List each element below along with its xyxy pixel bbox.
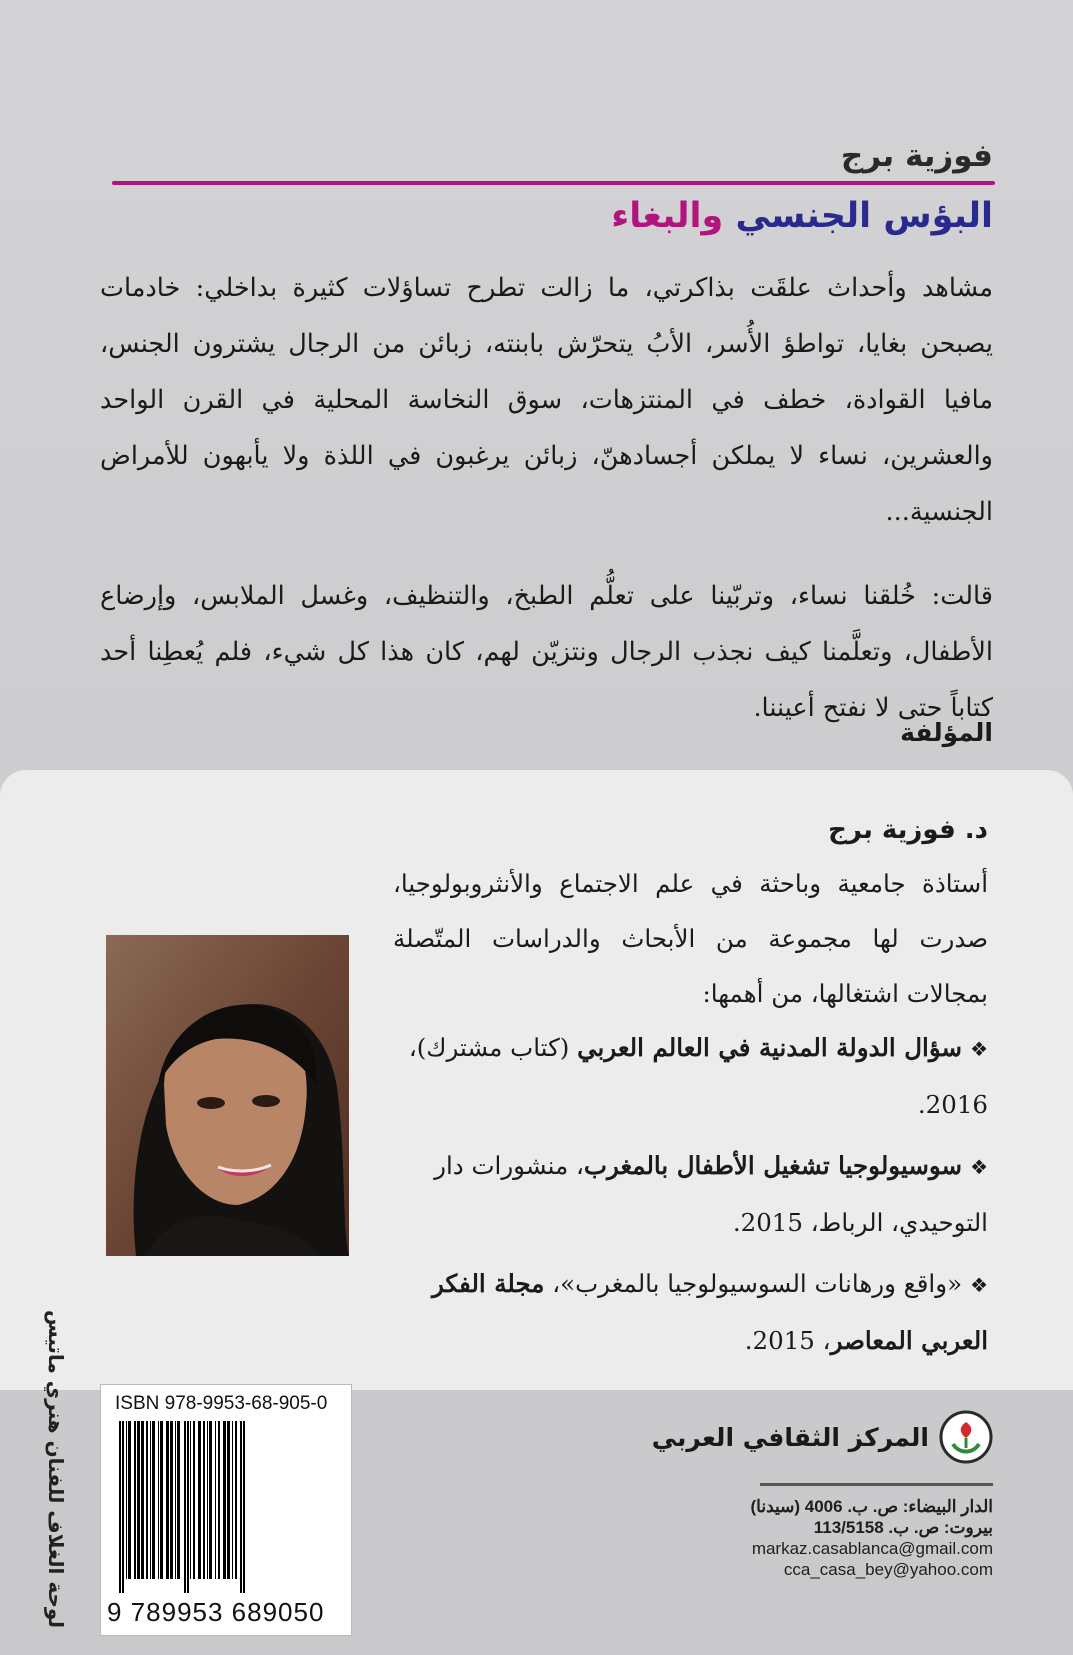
work-details: (كتاب مشترك)، 2016. [408, 1033, 988, 1119]
barcode-bar [227, 1421, 230, 1579]
diamond-bullet-icon: ❖ [970, 1037, 988, 1061]
address-beirut: بيروت: ص. ب. 113/5158 [813, 1518, 993, 1537]
barcode-bar [122, 1421, 124, 1593]
author-photo [106, 935, 349, 1256]
address-casablanca: الدار البيضاء: ص. ب. 4006 (سيدنا) [750, 1497, 993, 1516]
barcode-bar [166, 1421, 169, 1579]
barcode-bar [170, 1421, 173, 1579]
publisher-name: المركز الثقافي العربي [651, 1422, 929, 1452]
barcode-bar [126, 1421, 127, 1579]
barcode-bar [150, 1421, 151, 1579]
blurb-text-1: مشاهد وأحداث علقَت بذاكرتي، ما زالت تطرح تساؤلات كثيرة بداخلي: خادمات يصبحن بغايا، تواطؤ الأُسر، الأبُ يتحرّش بابنته، زبائن من الرجال يشترون الجنس، مافيا القوادة، خطف في المنتزهات، سوق النخاسة المحلية في القرن الواحد والعشرين، نساء لا يملكن أجسادهنّ، زبائن يرغبون في اللذة ولا يأبهون للأمراض الجنسية... [100, 273, 993, 527]
barcode-bar [193, 1421, 195, 1579]
barcode-bar [209, 1421, 212, 1579]
barcode-bar [152, 1421, 155, 1579]
author-photo-illustration [106, 935, 349, 1256]
barcode-bar [207, 1421, 208, 1579]
barcode-bar [141, 1421, 144, 1579]
work-details: ، 2015. [744, 1326, 831, 1355]
list-item [378, 1256, 988, 1368]
book-title-part1: البؤس الجنسي [735, 196, 993, 236]
blurb-paragraph-1 [100, 260, 993, 540]
barcode-bar [235, 1421, 237, 1579]
blurb-text-2: قالت: خُلقنا نساء، وتربّينا على تعلُّم الطبخ، والتنظيف، وغسل الملابس، وإرضاع الأطفال، وتعلَّمنا كيف نجذب الرجال ونتزيّن لهم، كان هذا كل شيء، فلم يُعطِنا أحد كتاباً حتى لا نفتح أعيننا. [100, 581, 993, 723]
book-title-part2: والبغاء [611, 196, 724, 236]
bio-works-list [378, 1020, 988, 1374]
header-divider [112, 181, 995, 185]
isbn-label: ISBN 978-9953-68-905-0 [115, 1393, 328, 1414]
blurb-paragraph-2 [100, 568, 993, 736]
email-yahoo: cca_casa_bey@yahoo.com [783, 1560, 993, 1579]
publisher-logo-icon [939, 1410, 993, 1464]
email-casablanca: markaz.casablanca@gmail.com [751, 1539, 993, 1558]
book-title [611, 196, 993, 236]
barcode-digits: 9 789953 689050 [107, 1597, 325, 1627]
barcode-bars [119, 1421, 333, 1593]
publisher-contacts [751, 1496, 994, 1580]
barcode-bar [160, 1421, 163, 1579]
work-journal: مجلة الفكر العربي المعاصر [432, 1269, 988, 1355]
barcode-bar [177, 1421, 180, 1579]
barcode-bar [190, 1421, 191, 1579]
bio-intro [393, 856, 988, 1021]
barcode-bar [137, 1421, 140, 1579]
work-article: «واقع ورهانات السوسيولوجيا بالمغرب»، [544, 1269, 963, 1298]
work-details: ، منشورات دار التوحيدي، الرباط، 2015. [434, 1151, 988, 1237]
barcode-bar [243, 1421, 245, 1593]
barcode-bar [119, 1421, 121, 1593]
author-name: فوزية برج [840, 138, 993, 174]
barcode-bar [223, 1421, 226, 1579]
barcode-bar [198, 1421, 201, 1579]
blurb-signature: المؤلفة [900, 718, 993, 747]
barcode-bar [240, 1421, 242, 1593]
barcode-bar [184, 1421, 186, 1593]
barcode-bar [232, 1421, 233, 1579]
bio-intro-text: أستاذة جامعية وباحثة في علم الاجتماع والأنثروبولوجيا، صدرت لها مجموعة من الأبحاث والدراسات المتّصلة بمجالات اشتغالها، من أهمها: [393, 869, 988, 1008]
barcode-bar [215, 1421, 216, 1579]
barcode-bar [218, 1421, 220, 1579]
work-title: سوسيولوجيا تشغيل الأطفال بالمغرب [583, 1151, 963, 1180]
barcode-bar [146, 1421, 148, 1579]
barcode-bar [175, 1421, 176, 1579]
barcode-bar [158, 1421, 159, 1579]
cover-art-credit: لوحة الغلاف للفنان هنري ماتيس [44, 1310, 68, 1628]
list-item [378, 1138, 988, 1250]
diamond-bullet-icon: ❖ [970, 1155, 988, 1179]
list-item [378, 1020, 988, 1132]
barcode-bar [187, 1421, 189, 1593]
barcode-bar [203, 1421, 205, 1579]
work-title: سؤال الدولة المدنية في العالم العربي [577, 1033, 963, 1062]
barcode-bar [128, 1421, 131, 1579]
publisher-divider [760, 1483, 993, 1486]
bio-author-name: د. فوزية برج [828, 815, 988, 845]
publisher-brand [652, 1410, 993, 1464]
diamond-bullet-icon: ❖ [970, 1273, 988, 1297]
barcode [100, 1384, 352, 1636]
barcode-bar [134, 1421, 136, 1579]
